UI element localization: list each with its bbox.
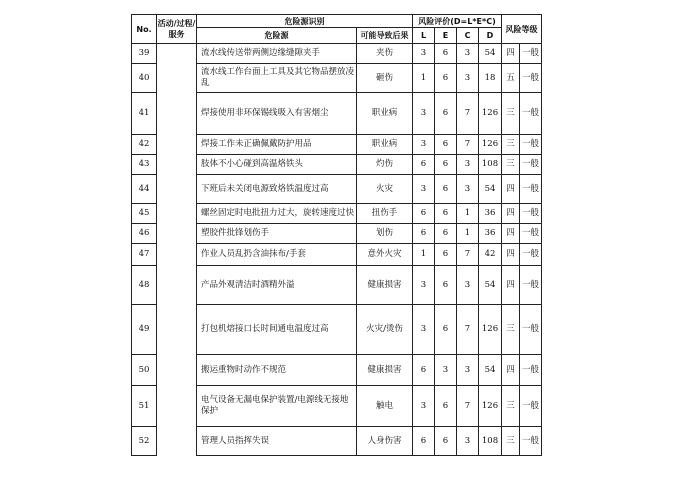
row-level: 一般 bbox=[520, 155, 542, 175]
row-activity bbox=[157, 355, 197, 386]
row-l: 3 bbox=[413, 93, 435, 135]
row-c: 7 bbox=[457, 305, 479, 355]
row-no: 51 bbox=[132, 386, 157, 427]
table-row bbox=[132, 204, 542, 224]
row-level: 一般 bbox=[520, 135, 542, 155]
row-grade: 四 bbox=[502, 355, 520, 386]
row-no: 39 bbox=[132, 44, 157, 64]
risk-assessment-table bbox=[131, 14, 542, 456]
row-c: 3 bbox=[457, 427, 479, 456]
row-no: 44 bbox=[132, 175, 157, 204]
table-row bbox=[132, 155, 542, 175]
row-no: 52 bbox=[132, 427, 157, 456]
row-e: 6 bbox=[435, 44, 457, 64]
row-hazard: 打包机熔接口长时间通电温度过高 bbox=[197, 305, 357, 355]
row-hazard: 螺丝固定时电批扭力过大，旋转速度过快 bbox=[197, 204, 357, 224]
row-level: 一般 bbox=[520, 204, 542, 224]
row-grade: 三 bbox=[502, 386, 520, 427]
row-level: 一般 bbox=[520, 355, 542, 386]
row-no: 43 bbox=[132, 155, 157, 175]
row-l: 3 bbox=[413, 175, 435, 204]
table-row bbox=[132, 305, 542, 355]
table-row bbox=[132, 224, 542, 244]
row-grade: 四 bbox=[502, 224, 520, 244]
header-e: E bbox=[435, 28, 457, 44]
row-hazard: 管理人员指挥失误 bbox=[197, 427, 357, 456]
table-row bbox=[132, 355, 542, 386]
row-consequence: 职业病 bbox=[357, 135, 413, 155]
row-activity bbox=[157, 155, 197, 175]
row-hazard: 塑胶件批锋划伤手 bbox=[197, 224, 357, 244]
row-activity bbox=[157, 204, 197, 224]
header-l: L bbox=[413, 28, 435, 44]
row-grade: 三 bbox=[502, 427, 520, 456]
row-activity bbox=[157, 266, 197, 305]
row-c: 7 bbox=[457, 135, 479, 155]
row-level: 一般 bbox=[520, 93, 542, 135]
row-l: 6 bbox=[413, 155, 435, 175]
table-row bbox=[132, 244, 542, 266]
row-e: 6 bbox=[435, 244, 457, 266]
row-hazard: 肢体不小心碰到高温烙铁头 bbox=[197, 155, 357, 175]
row-l: 6 bbox=[413, 204, 435, 224]
row-d: 126 bbox=[479, 135, 502, 155]
header-activity: 活动/过程/服务 bbox=[157, 15, 197, 44]
row-e: 6 bbox=[435, 204, 457, 224]
row-e: 6 bbox=[435, 386, 457, 427]
row-d: 108 bbox=[479, 155, 502, 175]
table-row bbox=[132, 44, 542, 64]
header-no: No. bbox=[132, 15, 157, 44]
row-no: 49 bbox=[132, 305, 157, 355]
row-c: 3 bbox=[457, 266, 479, 305]
row-d: 126 bbox=[479, 386, 502, 427]
row-l: 3 bbox=[413, 135, 435, 155]
row-e: 6 bbox=[435, 427, 457, 456]
row-d: 54 bbox=[479, 355, 502, 386]
row-d: 42 bbox=[479, 244, 502, 266]
row-hazard: 流水线工作台面上工具及其它物品摆放凌乱 bbox=[197, 64, 357, 93]
row-c: 3 bbox=[457, 355, 479, 386]
row-e: 6 bbox=[435, 155, 457, 175]
row-grade: 四 bbox=[502, 44, 520, 64]
row-activity bbox=[157, 64, 197, 93]
row-no: 42 bbox=[132, 135, 157, 155]
row-e: 6 bbox=[435, 266, 457, 305]
row-consequence: 火灾/烫伤 bbox=[357, 305, 413, 355]
header-risk-evaluation: 风险评价(D=L*E*C) bbox=[413, 15, 502, 28]
header-c: C bbox=[457, 28, 479, 44]
row-grade: 四 bbox=[502, 175, 520, 204]
row-d: 36 bbox=[479, 224, 502, 244]
row-c: 1 bbox=[457, 204, 479, 224]
row-consequence: 火灾 bbox=[357, 175, 413, 204]
row-l: 1 bbox=[413, 244, 435, 266]
header-hazard-identification: 危险源识别 bbox=[197, 15, 413, 28]
row-d: 54 bbox=[479, 175, 502, 204]
row-activity bbox=[157, 386, 197, 427]
row-l: 6 bbox=[413, 355, 435, 386]
row-level: 一般 bbox=[520, 266, 542, 305]
row-d: 126 bbox=[479, 93, 502, 135]
row-no: 47 bbox=[132, 244, 157, 266]
row-activity bbox=[157, 93, 197, 135]
row-consequence: 意外火灾 bbox=[357, 244, 413, 266]
row-no: 45 bbox=[132, 204, 157, 224]
row-level: 一般 bbox=[520, 244, 542, 266]
row-hazard: 电气设备无漏电保护装置/电源线无接地保护 bbox=[197, 386, 357, 427]
row-level: 一般 bbox=[520, 64, 542, 93]
row-consequence: 夹伤 bbox=[357, 44, 413, 64]
row-grade: 四 bbox=[502, 244, 520, 266]
row-grade: 三 bbox=[502, 155, 520, 175]
row-no: 48 bbox=[132, 266, 157, 305]
row-consequence: 灼伤 bbox=[357, 155, 413, 175]
row-activity bbox=[157, 175, 197, 204]
row-level: 一般 bbox=[520, 224, 542, 244]
row-e: 3 bbox=[435, 355, 457, 386]
table-row bbox=[132, 266, 542, 305]
row-c: 7 bbox=[457, 93, 479, 135]
row-d: 126 bbox=[479, 305, 502, 355]
row-e: 6 bbox=[435, 305, 457, 355]
row-level: 一般 bbox=[520, 305, 542, 355]
row-l: 6 bbox=[413, 427, 435, 456]
row-activity bbox=[157, 427, 197, 456]
row-consequence: 扭伤手 bbox=[357, 204, 413, 224]
row-activity bbox=[157, 244, 197, 266]
row-no: 50 bbox=[132, 355, 157, 386]
row-consequence: 划伤 bbox=[357, 224, 413, 244]
table-row bbox=[132, 175, 542, 204]
table-row bbox=[132, 93, 542, 135]
row-consequence: 触电 bbox=[357, 386, 413, 427]
row-consequence: 砸伤 bbox=[357, 64, 413, 93]
row-e: 6 bbox=[435, 93, 457, 135]
row-no: 41 bbox=[132, 93, 157, 135]
row-hazard: 搬运重物时动作不规范 bbox=[197, 355, 357, 386]
row-grade: 三 bbox=[502, 93, 520, 135]
row-c: 1 bbox=[457, 224, 479, 244]
row-c: 3 bbox=[457, 155, 479, 175]
row-grade: 五 bbox=[502, 64, 520, 93]
row-no: 40 bbox=[132, 64, 157, 93]
row-l: 3 bbox=[413, 386, 435, 427]
row-d: 36 bbox=[479, 204, 502, 224]
row-level: 一般 bbox=[520, 44, 542, 64]
row-grade: 三 bbox=[502, 305, 520, 355]
row-level: 一般 bbox=[520, 175, 542, 204]
row-c: 7 bbox=[457, 244, 479, 266]
table-row bbox=[132, 64, 542, 93]
row-level: 一般 bbox=[520, 427, 542, 456]
row-no: 46 bbox=[132, 224, 157, 244]
row-d: 18 bbox=[479, 64, 502, 93]
row-hazard: 下班后未关闭电源致烙铁温度过高 bbox=[197, 175, 357, 204]
row-d: 108 bbox=[479, 427, 502, 456]
row-consequence: 职业病 bbox=[357, 93, 413, 135]
row-c: 7 bbox=[457, 386, 479, 427]
header-hazard-source: 危险源 bbox=[197, 28, 357, 44]
row-e: 6 bbox=[435, 135, 457, 155]
row-e: 6 bbox=[435, 224, 457, 244]
row-activity bbox=[157, 305, 197, 355]
row-grade: 四 bbox=[502, 266, 520, 305]
table-row bbox=[132, 427, 542, 456]
row-hazard: 焊接工作未正确佩戴防护用品 bbox=[197, 135, 357, 155]
header-possible-consequence: 可能导致后果 bbox=[357, 28, 413, 44]
row-c: 3 bbox=[457, 175, 479, 204]
row-level: 一般 bbox=[520, 386, 542, 427]
header-risk-level: 风险等级 bbox=[502, 15, 542, 44]
row-d: 54 bbox=[479, 44, 502, 64]
row-l: 3 bbox=[413, 266, 435, 305]
row-hazard: 产品外观清洁时酒精外溢 bbox=[197, 266, 357, 305]
row-grade: 四 bbox=[502, 204, 520, 224]
table-row bbox=[132, 135, 542, 155]
row-e: 6 bbox=[435, 175, 457, 204]
row-grade: 三 bbox=[502, 135, 520, 155]
row-consequence: 健康损害 bbox=[357, 266, 413, 305]
row-c: 3 bbox=[457, 64, 479, 93]
header-d: D bbox=[479, 28, 502, 44]
row-activity bbox=[157, 44, 197, 64]
row-d: 54 bbox=[479, 266, 502, 305]
row-consequence: 人身伤害 bbox=[357, 427, 413, 456]
row-c: 3 bbox=[457, 44, 479, 64]
table-row bbox=[132, 386, 542, 427]
row-e: 6 bbox=[435, 64, 457, 93]
row-hazard: 作业人员乱扔含油抹布/手套 bbox=[197, 244, 357, 266]
row-consequence: 健康损害 bbox=[357, 355, 413, 386]
row-hazard: 流水线传送带两侧边缘缝隙夹手 bbox=[197, 44, 357, 64]
row-activity bbox=[157, 135, 197, 155]
row-l: 3 bbox=[413, 305, 435, 355]
row-activity bbox=[157, 224, 197, 244]
row-l: 1 bbox=[413, 64, 435, 93]
row-hazard: 焊接使用非环保锡线吸入有害烟尘 bbox=[197, 93, 357, 135]
row-l: 6 bbox=[413, 224, 435, 244]
row-l: 3 bbox=[413, 44, 435, 64]
